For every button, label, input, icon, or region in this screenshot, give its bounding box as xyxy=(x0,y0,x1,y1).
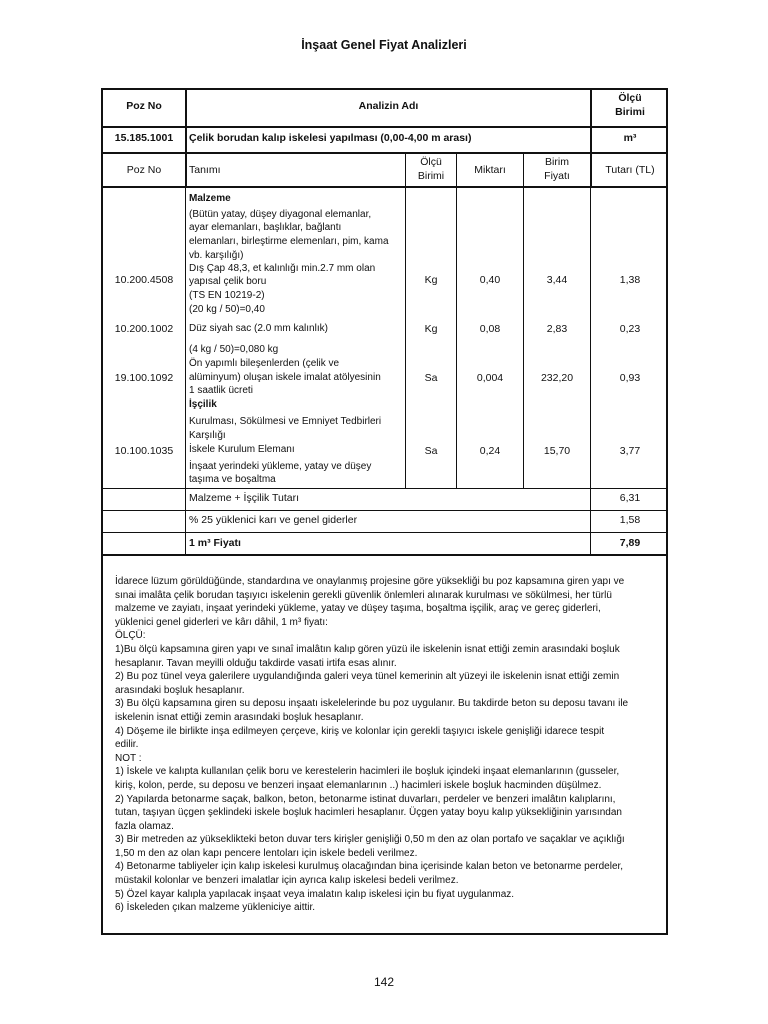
col-divider-2 xyxy=(405,152,406,488)
row-poz: 10.200.1002 xyxy=(114,323,174,335)
row-price: 3,44 xyxy=(546,274,568,286)
desc-line: Düz siyah sac (2.0 mm kalınlık) xyxy=(189,323,328,334)
desc-line: alüminyum) oluşan iskele imalat atölyesinin xyxy=(189,372,381,383)
note-line: yüklenici genel giderleri ve kârı dâhil, 1 m³ fiyatı: xyxy=(115,616,328,628)
note-line: 4) Betonarme tabliyeler için kalıp iskelesi kurulmuş olacağından bina içerisinde kalan beton ve betonarme perdeler, xyxy=(115,861,624,873)
header-unit-line2: Birimi xyxy=(615,106,645,118)
note-line: malzeme ve zayiatı, inşaat yerindeki yükleme, yatay ve düşey taşıma, boşaltma işçilik, araç ve gereç giderleri, xyxy=(115,603,601,615)
notes-block xyxy=(115,575,671,915)
note-line: İdarece lüzum görüldüğünde, standardına ve onaylanmış projesine göre yüksekliği bu poz kapsamına giren yapı ve xyxy=(115,576,625,587)
header-divider xyxy=(103,126,666,128)
desc-line: Ön yapımlı bileşenlerden (çelik ve xyxy=(189,358,340,369)
col-birim-fiyat-line2: Fiyatı xyxy=(544,170,570,182)
note-line: hesaplanır. Tavan meyilli olduğu takdirde vasati irtifa esas alınır. xyxy=(115,657,397,669)
desc-line: vb. karşılığı) xyxy=(189,250,244,261)
note-line: edilir. xyxy=(115,739,139,751)
row-total: 3,77 xyxy=(619,445,641,457)
header-unit-line1: Ölçü xyxy=(618,92,642,104)
row-poz: 19.100.1092 xyxy=(114,372,174,384)
col-poz-no: Poz No xyxy=(126,164,162,176)
note-line: ÖLÇÜ: xyxy=(115,630,146,642)
col-tanimi: Tanımı xyxy=(189,164,221,176)
desc-line: (TS EN 10219-2) xyxy=(189,290,265,301)
subtotal-divider xyxy=(103,510,666,511)
summary-col-divider xyxy=(185,488,186,554)
header-poz-no: Poz No xyxy=(126,100,162,112)
note-line: 6) İskeleden çıkan malzeme yükleniciye aittir. xyxy=(115,902,316,914)
row-total: 0,23 xyxy=(619,323,641,335)
unit-price-label: 1 m³ Fiyatı xyxy=(189,537,241,549)
col-divider-5 xyxy=(590,152,591,554)
overhead-divider xyxy=(103,532,666,533)
row-total: 1,38 xyxy=(619,274,641,286)
note-line: 5) Özel kayar kalıpla yapılacak inşaat veya imalatın kalıp iskelesi için bu fiyat uygulanmaz. xyxy=(115,888,515,900)
desc-line: yapısal çelik boru xyxy=(189,276,267,287)
note-line: 3) Bir metreden az yükseklikteki beton duvar ters kirişler genişliği 0,50 m den az olan portafo ve saçaklar ve açıklığı xyxy=(115,834,625,846)
desc-line: (4 kg / 50)=0,080 kg xyxy=(189,344,279,355)
item-name: Çelik borudan kalıp iskelesi yapılması (0,00-4,00 m arası) xyxy=(189,132,472,144)
row-price: 15,70 xyxy=(543,445,571,457)
col-divider-4 xyxy=(523,152,524,488)
desc-line: taşıma ve boşaltma xyxy=(189,474,276,485)
row-poz: 10.100.1035 xyxy=(114,445,174,457)
col-olcu-line2: Birimi xyxy=(417,170,445,182)
desc-line: ayar elemanları, başlıklar, bağlantı xyxy=(189,222,342,233)
col-divider-1 xyxy=(185,186,186,488)
desc-line: İnşaat yerindeki yükleme, yatay ve düşey xyxy=(189,461,372,472)
note-line: kiriş, kolon, perde, su deposu ve benzeri inşaat elemanlarının ..) hacimleri iskele boşluk hacminden düşülmez. xyxy=(115,779,602,791)
columns-divider xyxy=(103,186,666,188)
row-poz: 10.200.4508 xyxy=(114,274,174,286)
col-miktari: Miktarı xyxy=(474,164,506,176)
desc-line: Kurulması, Sökülmesi ve Emniyet Tedbirleri xyxy=(189,416,382,427)
row-price: 2,83 xyxy=(546,323,568,335)
price-divider xyxy=(103,554,666,556)
note-line: 2) Yapılarda betonarme saçak, balkon, beton, betonarme istinat duvarları, perdeler ve benzeri imalâtın kalıplarını, xyxy=(115,793,616,805)
page-title: İnşaat Genel Fiyat Analizleri xyxy=(301,38,467,52)
note-line: tutan, taşıyan üçgen şeklindeki iskele boşluk hacimleri hesaplanır. Üçgen yatay boyu kalıp yüksekliğinin yarısından xyxy=(115,807,622,819)
col-tutari: Tutarı (TL) xyxy=(605,164,655,176)
row-price: 232,20 xyxy=(540,372,574,384)
row-qty: 0,24 xyxy=(479,445,501,457)
desc-line: 1 saatlik ücreti xyxy=(189,385,253,396)
analysis-table xyxy=(101,88,668,935)
desc-line: (20 kg / 50)=0,40 xyxy=(189,304,265,315)
note-line: 1,50 m den az olan kapı pencere lentoları için iskele bedeli verilmez. xyxy=(115,847,418,859)
desc-line: Karşılığı xyxy=(189,430,226,441)
item-unit: m³ xyxy=(623,132,637,144)
item-code: 15.185.1001 xyxy=(114,132,174,144)
note-line: arasındaki boşluk hesaplanır. xyxy=(115,684,245,696)
row-total: 0,93 xyxy=(619,372,641,384)
header-analysis-name: Analizin Adı xyxy=(358,100,419,112)
note-line: 1) İskele ve kalıpta kullanılan çelik boru ve kerestelerin hacimleri ile boşluk içindeki inşaat elemanlarının (gusseler, xyxy=(115,766,620,778)
desc-line: (Bütün yatay, düşey diyagonal elemanlar, xyxy=(189,209,372,220)
row-unit: Sa xyxy=(424,445,438,457)
row-unit: Kg xyxy=(424,274,438,286)
note-line: müstakil kolonlar ve benzeri imalatlar için ayrıca kalıp iskelesi bedeli verilmez. xyxy=(115,875,459,887)
note-line: 4) Döşeme ile birlikte inşa edilmeyen çerçeve, kiriş ve kolonlar için gerekli taşıyıcı iskele genişliği idarece tespit xyxy=(115,725,605,737)
col-birim-fiyat-line1: Birim xyxy=(545,156,569,168)
row-qty: 0,004 xyxy=(476,372,504,384)
unit-price-value: 7,89 xyxy=(619,537,641,549)
item-divider xyxy=(103,152,666,154)
note-line: fazla olamaz. xyxy=(115,820,174,832)
row-unit: Sa xyxy=(424,372,438,384)
subtotal-value: 6,31 xyxy=(619,492,641,504)
page-number: 142 xyxy=(373,975,395,989)
desc-line: İşçilik xyxy=(189,399,217,410)
note-line: sınai imalâta çelik borudan taşıyıcı iskelenin gerekli güvenlik önlemleri alınarak kurulması ve sökülmesi, her türlü xyxy=(115,589,612,601)
desc-line: elemanları, birleştirme elemenları, pim, kama xyxy=(189,236,389,247)
row-unit: Kg xyxy=(424,323,438,335)
note-line: 2) Bu poz tünel veya galerilere uygulandığında galeri veya tünel kemerinin alt yüzeyi ile iskelenin isnat ettiği zemin xyxy=(115,671,620,683)
col-olcu-line1: Ölçü xyxy=(420,156,442,168)
row-qty: 0,08 xyxy=(479,323,501,335)
overhead-label: % 25 yüklenici karı ve genel giderler xyxy=(189,514,358,526)
desc-line: Malzeme xyxy=(189,193,231,204)
overhead-value: 1,58 xyxy=(619,514,641,526)
col-divider-3 xyxy=(456,152,457,488)
desc-line: Dış Çap 48,3, et kalınlığı min.2.7 mm olan xyxy=(189,263,376,274)
subtotal-label: Malzeme + İşçilik Tutarı xyxy=(189,492,299,504)
note-line: 1)Bu ölçü kapsamına giren yapı ve sınaî imalâtın kalıp gören yüzü ile iskelenin isnat ettiği zemin arasındaki boşluk xyxy=(115,643,620,655)
note-line: 3) Bu ölçü kapsamına giren su deposu inşaatı iskelelerinde bu poz uygulanır. Bu takdirde beton su deposu tavanı ile xyxy=(115,698,629,710)
row-qty: 0,40 xyxy=(479,274,501,286)
rows-bottom-line xyxy=(103,488,666,489)
desc-line: İskele Kurulum Elemanı xyxy=(189,444,295,455)
note-line: iskelenin isnat ettiği zemin arasındaki boşluk hesaplanır. xyxy=(115,711,364,723)
note-line: NOT : xyxy=(115,752,142,764)
